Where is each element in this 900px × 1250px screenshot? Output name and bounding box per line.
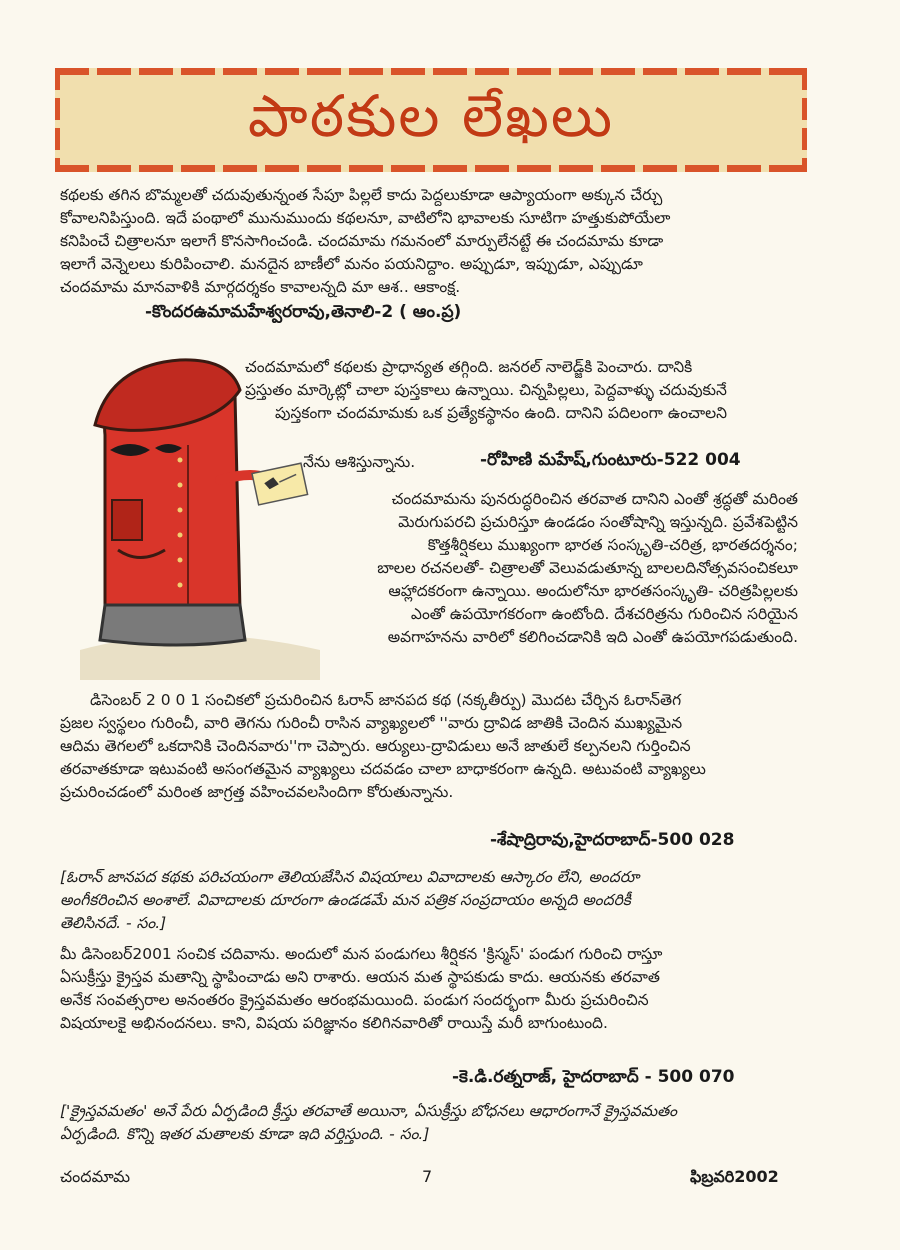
letter-4: [60, 689, 706, 804]
footer-issue-date: ఫిబ్రవరి2002: [690, 1167, 779, 1186]
letter-5-line: ఏసుక్రీస్తు క్రైస్తవ మతాన్ని స్థాపించాడు అని రాశారు. ఆయన మత స్థాపకుడు కాదు. ఆయనకు తరవాత: [60, 968, 660, 986]
editor-note-2: [60, 1100, 677, 1146]
postbox-base: [100, 605, 245, 645]
letter-3-line: ఎంతో ఉపయోగకరంగా ఉంటోంది. దేశచరిత్రను గురించిన సరియైన: [410, 605, 798, 623]
letter-1-line: కథలకు తగిన బొమ్మలతో చదువుతున్నంత సేపూ పిల్లలే కాదు పెద్దలుకూడా ఆప్యాయంగా అక్కున చేర్చు: [60, 186, 663, 204]
editor-note-line: [ఓరాన్ జానపద కథకు పరిచయంగా తెలియజేసిన విషయాలు వివాదాలకు ఆస్కారం లేని, అందరూ: [60, 868, 640, 886]
letter-5: [60, 943, 662, 1035]
editor-note-line: ఏర్పడింది. కొన్ని ఇతర మతాలకు కూడా ఇది వర్తిస్తుంది. - సం.]: [60, 1125, 430, 1143]
rivet: [178, 458, 183, 463]
letter-1-line: ఇలాగే వెన్నెలలు కురిపించాలి. మనదైన బాణీలో మనం పయనిద్దాం. అప్పుడూ, ఇప్పుడూ, ఎప్పుడూ: [60, 255, 643, 273]
letter-2-line: పుస్తకంగా చందమామకు ఒక ప్రత్యేకస్థానం ఉంది. దానిని పదిలంగా ఉంచాలని: [275, 404, 728, 422]
letter-4-signature: -శేషాద్రిరావు,హైదరాబాద్-500 028: [490, 830, 735, 850]
page-title: పాఠకుల లేఖలు: [247, 82, 615, 150]
letter-5-signature: -కె.డి.రత్నరాజ్, హైదరాబాద్ - 500 070: [452, 1067, 735, 1087]
envelope-icon: [252, 463, 308, 505]
letter-3-line: మెరుగుపరచి ప్రచురిస్తూ ఉండడం సంతోషాన్ని ఇస్తున్నది. ప్రవేశపెట్టిన: [398, 513, 798, 531]
letter-3-line: చందమామను పునరుద్ధరించిన తరవాత దానిని ఎంతో శ్రద్ధతో మరింత: [391, 490, 798, 508]
letter-5-line: మీ డిసెంబర్2001 సంచిక చదివాను. అందులో మన పండుగలు శీర్షికన 'క్రిస్మస్' పండుగ గురించి రాస్తూ: [60, 945, 663, 963]
rivet: [178, 508, 183, 513]
letter-3-line: అవగాహనను వారిలో కలిగించడానికి ఇది ఎంతో ఉపయోగపడుతుంది.: [387, 628, 798, 646]
letter-1: [60, 184, 670, 299]
banner-border-top: [55, 68, 807, 75]
editor-note-1: [60, 866, 639, 935]
rivet: [178, 533, 183, 538]
letter-2-last-line: నేను ఆశిస్తున్నాను.: [303, 453, 416, 471]
rivet: [178, 583, 183, 588]
banner-border-bottom: [55, 165, 807, 172]
rivet: [178, 483, 183, 488]
editor-note-line: అంగీకరించిన అంశాలే. వివాదాలకు దూరంగా ఉండడమే మన పత్రిక సంప్రదాయం అన్నది అందరికీ: [60, 891, 631, 909]
letter-4-line: ప్రచురించడంలో మరింత జాగ్రత్త వహించవలసిందిగా కోరుతున్నాను.: [60, 783, 454, 801]
letter-4-line: ఆదిమ తెగలలో ఒకదానికి చెందినవారు''గా చెప్పారు. ఆర్యులు-ద్రావిడులు అనే జాతులే కల్పనలని గుర్తించిన: [60, 737, 691, 755]
letter-4-line: డిసెంబర్ 2 0 0 1 సంచికలో ప్రచురించిన ఓరాన్ జానపద కథ (నక్కతీర్పు) మొదట చేర్చిన ఓరాన్‌తెగ: [90, 691, 682, 709]
editor-note-line: ['క్రైస్తవమతం' అనే పేరు ఏర్పడింది క్రీస్తు తరవాతే అయినా, ఏసుక్రీస్తు బోధనలు ఆధారంగానే క్రైస్తవమతం: [60, 1102, 678, 1120]
letter-3: [318, 488, 798, 649]
letter-2-line: ప్రస్తుతం మార్కెట్లో చాలా పుస్తకాలు ఉన్నాయి. చిన్నపిల్లలు, పెద్దవాళ్ళు చదువుకునే: [245, 381, 727, 399]
letter-3-line: కొత్తశీర్షికలు ముఖ్యంగా భారత సంస్కృతి-చరిత్ర, భారతదర్శనం;: [427, 536, 798, 554]
postbox-slot: [112, 500, 142, 540]
letter-3-line: ఆహ్లాదకరంగా ఉన్నాయి. అందులోనూ భారతసంస్కృతి- చరిత్రపిల్లలకు: [388, 582, 798, 600]
letter-5-line: అనేక సంవత్సరాల అనంతరం క్రైస్తవమతం ఆరంభమయింది. పండుగ సందర్భంగా మీరు ప్రచురించిన: [60, 991, 649, 1009]
letter-4-line: ప్రజల స్వస్థలం గురించీ, వారి తెగను గురించీ రాసిన వ్యాఖ్యలలో ''వారు ద్రావిడ జాతికి చెందిన ముఖ్యమైన: [60, 714, 683, 732]
letter-4-line: తరవాతకూడా ఇటువంటి అసంగతమైన వ్యాఖ్యలు చదవడం చాలా బాధాకరంగా ఉన్నది. అటువంటి వ్యాఖ్యలు: [60, 760, 706, 778]
letter-2-signature: -రోహిణి మహేష్,గుంటూరు-522 004: [480, 450, 741, 470]
footer-page-number: 7: [422, 1167, 433, 1186]
letter-1-signature: -కొందరఉమామహేశ్వరరావు,తెనాలి-2 ( ఆం.ప్ర): [145, 302, 462, 322]
letter-1-line: చందమామ మానవాళికి మార్గదర్శకం కావాలన్నది మా ఆశ.. ఆకాంక్ష.: [60, 278, 461, 296]
letter-2: [245, 356, 727, 425]
title-banner: [55, 68, 807, 172]
letter-5-line: విషయాలకై అభినందనలు. కాని, విషయ పరిజ్ఞానం కలిగినవారితో రాయిస్తే మరీ బాగుంటుంది.: [60, 1014, 608, 1032]
rivet: [178, 558, 183, 563]
letter-2-line: చందమామలో కథలకు ప్రాధాన్యత తగ్గింది. జనరల్ నాలెడ్జ్‌కి పెంచారు. దానికి: [245, 358, 693, 376]
letter-3-line: బాలల రచనలతో- చిత్రాలతో వెలువడుతూన్న బాలలదినోత్సవసంచికలూ: [377, 559, 798, 577]
footer-magazine-name: చందమామ: [60, 1167, 131, 1186]
letter-1-line: కోవాలనిపిస్తుంది. ఇదే పంథాలో మునుముందు కథలనూ, వాటిలోని భావాలకు సూటిగా హత్తుకుపోయేలా: [60, 209, 671, 227]
editor-note-line: తెలిసినదే. - సం.]: [60, 914, 167, 932]
letter-1-line: కనిపించే చిత్రాలనూ ఇలాగే కొనసాగించండి. చందమామ గమనంలో మార్పులేనట్టే ఈ చందమామ కూడా: [60, 232, 664, 250]
